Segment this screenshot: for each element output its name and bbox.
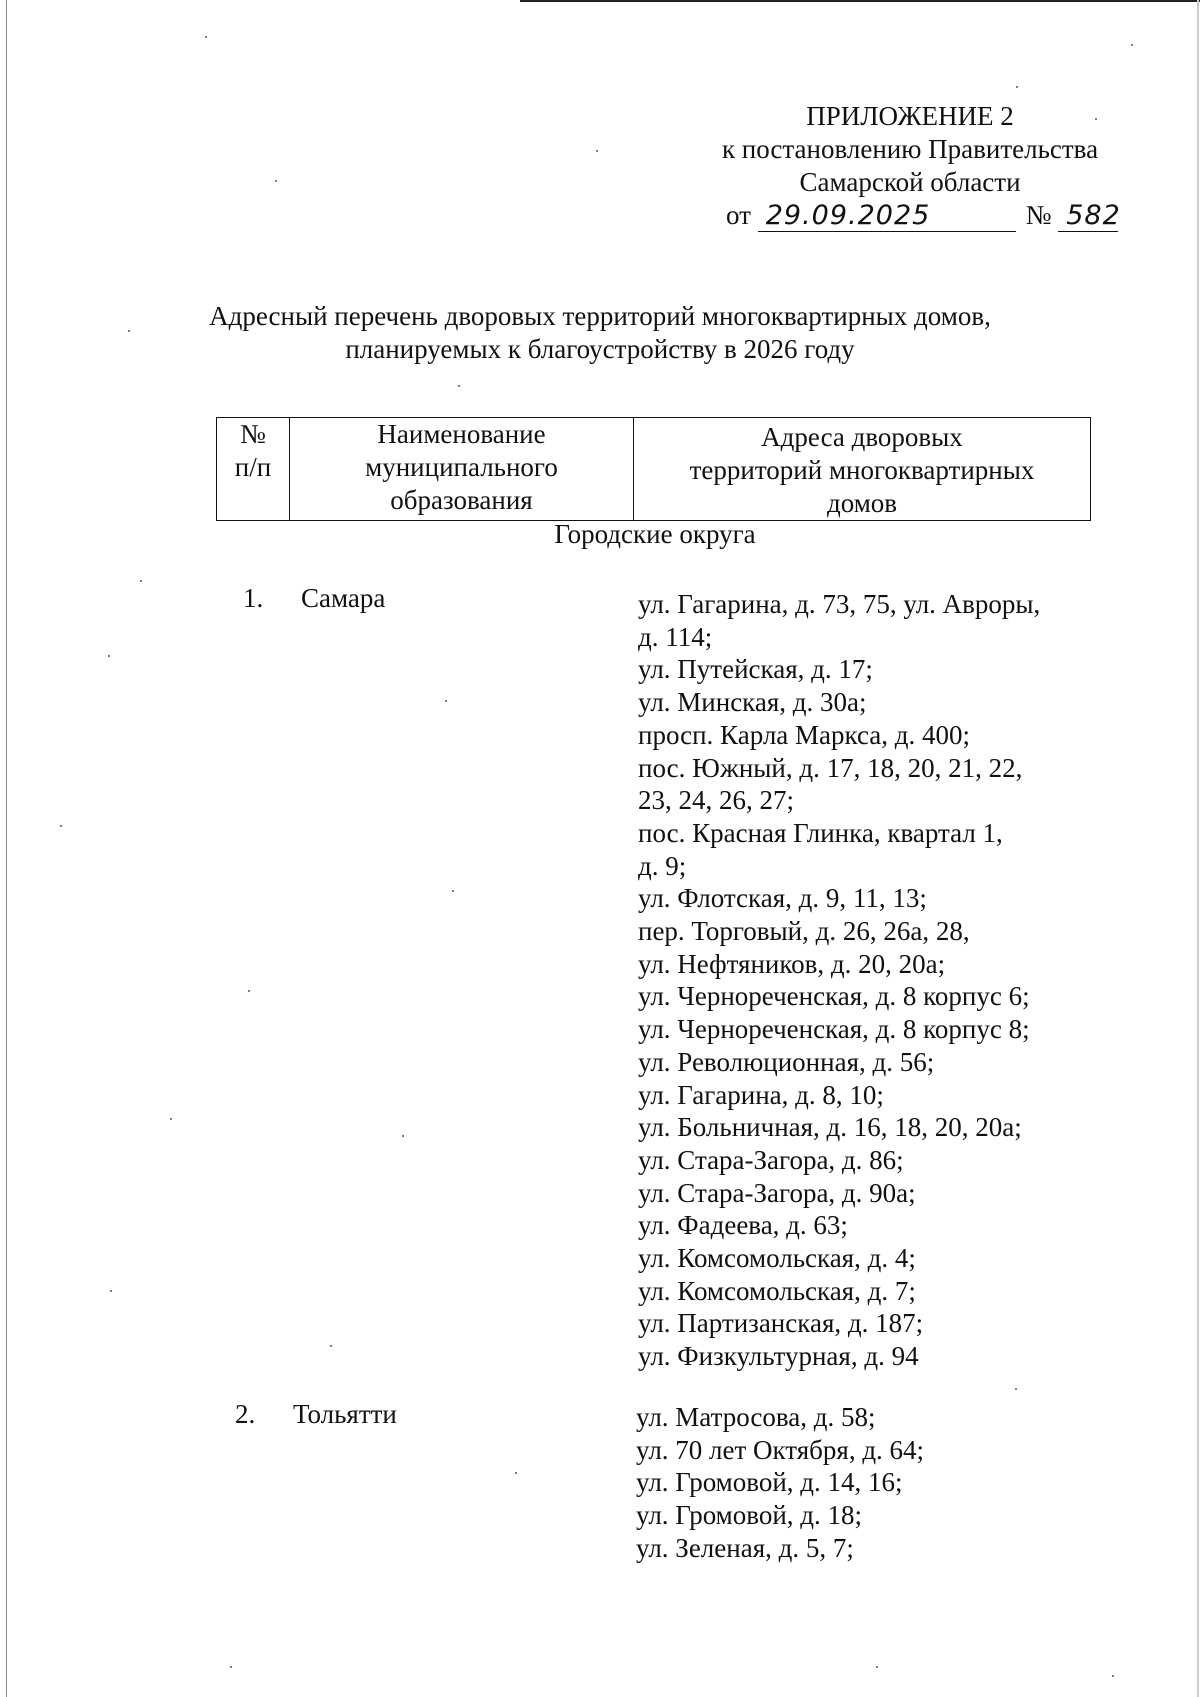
list-item: ул. Матросова, д. 58; (636, 1402, 876, 1432)
document-title (140, 300, 1060, 366)
header-addresses-line3: домов (826, 488, 898, 518)
list-item: пос. Южный, д. 17, 18, 20, 21, 22, (638, 752, 1023, 783)
list-item: ул. Зеленая, д. 5, 7; (636, 1532, 854, 1563)
number-label: № (1025, 200, 1052, 230)
list-item: пер. Торговый, д. 26, 26а, 28, (638, 916, 970, 947)
row-municipality: Тольятти (293, 1399, 397, 1429)
page-top-edge (520, 0, 1200, 2)
list-item: ул. Стара-Загора, д. 90а; (638, 1177, 916, 1208)
list-item: пос. Красная Глинка, квартал 1, (638, 817, 1003, 848)
row-municipality: Самара (301, 583, 386, 613)
list-item: ул. Громовой, д. 18; (636, 1500, 863, 1531)
list-item: ул. 70 лет Октября, д. 64; (636, 1434, 925, 1465)
address-list-samara (638, 588, 1088, 1373)
from-label: от (726, 200, 751, 230)
row-number: 2. (235, 1399, 256, 1429)
address-list-togliatti (636, 1401, 1086, 1565)
list-item: ул. Чернореченская, д. 8 корпус 6; (638, 981, 1030, 1012)
header-number-line1: № (240, 419, 266, 449)
list-item: ул. Гагарина, д. 73, 75, ул. Авроры, (638, 589, 1041, 619)
list-item: ул. Стара-Загора, д. 86; (638, 1144, 904, 1175)
list-item: ул. Физкультурная, д. 94 (638, 1341, 919, 1372)
appendix-title: ПРИЛОЖЕНИЕ 2 (806, 101, 1014, 131)
list-item: ул. Комсомольская, д. 4; (638, 1243, 916, 1274)
header-number-line2: п/п (234, 452, 272, 482)
header-municipality-line3: образования (390, 485, 533, 515)
header-cell-municipality (290, 418, 634, 521)
decree-date: 29.09.2025 (765, 200, 931, 231)
decree-number: 582 (1066, 200, 1121, 231)
list-item: ул. Фадеева, д. 63; (638, 1210, 848, 1241)
table-header-row (217, 418, 1091, 521)
list-item: 23, 24, 26, 27; (638, 785, 795, 816)
list-item: д. 114; (638, 621, 713, 652)
header-cell-number (217, 418, 290, 521)
list-item: ул. Больничная, д. 16, 18, 20, 20а; (638, 1112, 1022, 1143)
appendix-line-decree: к постановлению Правительства (721, 134, 1099, 164)
list-item: ул. Чернореченская, д. 8 корпус 8; (638, 1014, 1030, 1045)
page-left-edge (6, 0, 7, 1697)
header-municipality-line2: муниципального (365, 452, 558, 482)
list-item: просп. Карла Маркса, д. 400; (638, 719, 971, 750)
appendix-header (700, 100, 1120, 199)
list-item: ул. Минская, д. 30а; (638, 687, 867, 718)
decree-date-number (726, 200, 1121, 232)
list-item: д. 9; (638, 850, 687, 881)
appendix-line-region: Самарской области (799, 167, 1021, 197)
list-item: ул. Комсомольская, д. 7; (638, 1275, 916, 1306)
decree-date-field (758, 200, 1016, 232)
document-title-line1: Адресный перечень дворовых территорий многоквартирных домов, (209, 301, 991, 331)
list-header-table (216, 417, 1091, 521)
header-addresses-line1: Адреса дворовых (761, 422, 963, 452)
list-item: ул. Путейская, д. 17; (638, 654, 873, 685)
list-item: ул. Флотская, д. 9, 11, 13; (638, 883, 927, 914)
decree-number-field (1058, 200, 1121, 232)
header-addresses-line2: территорий многоквартирных (689, 455, 1035, 485)
list-item: ул. Партизанская, д. 187; (638, 1308, 924, 1339)
document-title-line2: планируемых к благоустройству в 2026 году (345, 334, 855, 364)
section-title: Городские округа (554, 519, 756, 549)
header-municipality-line1: Наименование (377, 419, 546, 449)
row-number: 1. (243, 583, 264, 613)
list-item: ул. Революционная, д. 56; (638, 1046, 935, 1077)
list-item: ул. Гагарина, д. 8, 10; (638, 1079, 884, 1110)
list-item: ул. Нефтяников, д. 20, 20а; (638, 948, 946, 979)
list-item: ул. Громовой, д. 14, 16; (636, 1467, 903, 1498)
page-right-edge (1197, 0, 1199, 1697)
header-cell-addresses (634, 418, 1091, 521)
